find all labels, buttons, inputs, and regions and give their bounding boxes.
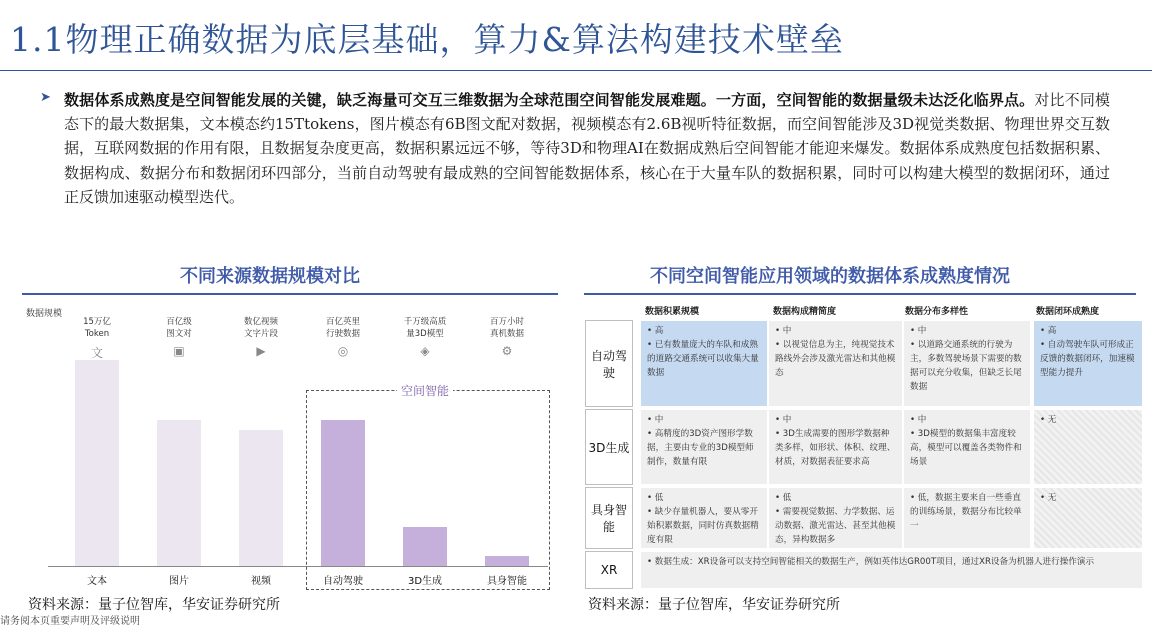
- left-section-title: 不同来源数据规模对比: [180, 266, 360, 287]
- cell-autodrive-composition: • 中 • 以视觉信息为主，纯视觉技术路线外会涉及激光雷达和其他模态: [769, 321, 902, 406]
- cell-autodrive-accumulation: • 高 • 已有数量庞大的车队和成熟的道路交通系统可以收集大量数据: [641, 321, 767, 406]
- disclaimer-footnote: 请务阅本页重要声明及评级说明: [0, 616, 140, 627]
- steering-wheel-icon: ◎: [337, 344, 349, 358]
- left-source: 资料来源：量子位智库，华安证券研究所: [28, 597, 280, 613]
- column-caption: 千万级高质 量3D模型: [403, 317, 447, 339]
- chart-y-label: 数据规模: [26, 309, 63, 319]
- row-label-xr: XR: [586, 552, 632, 588]
- robot-arm-icon: ⚙: [501, 344, 513, 358]
- header-data-composition: 数据构成精简度: [773, 307, 837, 317]
- x-tick-label: 3D生成: [407, 576, 443, 587]
- image-icon: ▣: [173, 344, 185, 358]
- column-caption: 百万小时 真机数据: [489, 317, 524, 339]
- cell-xr-note: • 数据生成：XR设备可以支持空间智能相关的数据生产，例如英伟达GR00T项目，通过XR设备为机器人进行操作演示: [641, 552, 1142, 588]
- cell-3dgen-accumulation: • 中 • 高精度的3D资产图形学数据，主要由专业的3D模型师制作，数量有限: [641, 410, 767, 484]
- intro-rest-text: 对比不同模态下的最大数据集，文本模态约15Ttokens，图片模态有6B图文配对数据，视频模态有2.6B视听特征数据，而空间智能涉及3D视觉类数据、物理世界交互数据，互联网数据的作用有限，且数据复杂度更高，数据积累远远不够，等待3D和物理AI在数据成熟后空间智能才能迎来爆发。数据体系成熟度包括数据积累、数据构成、数据分布和数据闭环四部分，当前自动驾驶有最成熟的空间智能数据体系，核心在于大量车队的数据积累，同时可以构建大模型的数据闭环，通过正反馈加速驱动模型迭代。: [64, 91, 1110, 206]
- column-caption: 数亿视频 文字片段: [243, 317, 278, 339]
- row-label-3d-generation: 3D生成: [586, 410, 632, 484]
- title-divider: [0, 70, 1152, 71]
- right-section-title: 不同空间智能应用领域的数据体系成熟度情况: [650, 266, 1010, 287]
- x-tick-label: 图片: [169, 576, 189, 587]
- intro-paragraph: [64, 88, 1110, 209]
- column-caption: 15万亿 Token: [83, 317, 111, 339]
- data-scale-chart: [18, 298, 556, 590]
- cell-embodied-composition: • 低 • 需要视觉数据、力学数据、运动数据、激光雷达、甚至其他模态，异构数据多: [769, 488, 902, 548]
- spatial-intelligence-group-label: 空间智能: [397, 382, 453, 399]
- cell-autodrive-distribution: • 中 • 以道路交通系统的行驶为主，多数驾驶场景下需要的数据可以充分收集，但缺乏长尾数据: [904, 321, 1030, 406]
- right-source: 资料来源：量子位智库，华安证券研究所: [588, 597, 840, 613]
- right-section-rule: [584, 293, 1136, 295]
- intro-bold-text: 数据体系成熟度是空间智能发展的关键，缺乏海量可交互三维数据为全球范围空间智能发展难题。一方面，空间智能的数据量级未达泛化临界点。: [64, 91, 1035, 109]
- video-icon: ▶: [256, 344, 266, 358]
- column-caption: 百亿英里 行驶数据: [325, 317, 360, 339]
- cell-embodied-distribution: • 低，数据主要来自一些垂直的训练场景，数据分布比较单一: [904, 488, 1030, 548]
- header-data-loop: 数据闭环成熟度: [1036, 307, 1100, 317]
- row-label-embodied-ai: 具身智能: [586, 488, 632, 548]
- translate-icon: 文: [90, 346, 103, 360]
- bullet-arrow-icon: ➤: [40, 90, 51, 105]
- cell-3dgen-distribution: • 中 • 3D模型的数据集丰富度较高，模型可以覆盖各类物件和场景: [904, 410, 1030, 484]
- bar-图片: [157, 420, 201, 566]
- cell-3dgen-composition: • 中 • 3D生成需要的图形学数据种类多样，如形状、体积、纹理、材质，对数据表征要求高: [769, 410, 902, 484]
- column-caption: 百亿级 图文对: [166, 317, 192, 339]
- bar-文本: [75, 360, 119, 566]
- bar-视频: [239, 430, 283, 566]
- cell-autodrive-loop: • 高 • 自动驾驶车队可形成正反馈的数据闭环，加速模型能力提升: [1034, 321, 1142, 406]
- spatial-intelligence-group-box: [306, 390, 550, 590]
- header-data-accumulation: 数据积累规模: [645, 307, 700, 317]
- cell-3dgen-loop: • 无: [1034, 410, 1142, 484]
- x-tick-label: 具身智能: [487, 576, 527, 587]
- x-tick-label: 自动驾驶: [323, 576, 363, 587]
- cell-embodied-accumulation: • 低 • 缺少存量机器人，要从零开始积累数据，同时仿真数据精度有限: [641, 488, 767, 548]
- x-tick-label: 视频: [251, 576, 271, 587]
- cell-embodied-loop: • 无: [1034, 488, 1142, 548]
- x-tick-label: 文本: [87, 576, 107, 587]
- cube-icon: ◈: [420, 344, 430, 358]
- page-title: 1.1物理正确数据为底层基础，算力&算法构建技术壁垒: [10, 20, 844, 59]
- row-label-autonomous-driving: 自动驾驶: [586, 321, 632, 406]
- left-section-rule: [22, 293, 558, 295]
- header-data-distribution: 数据分布多样性: [905, 307, 969, 317]
